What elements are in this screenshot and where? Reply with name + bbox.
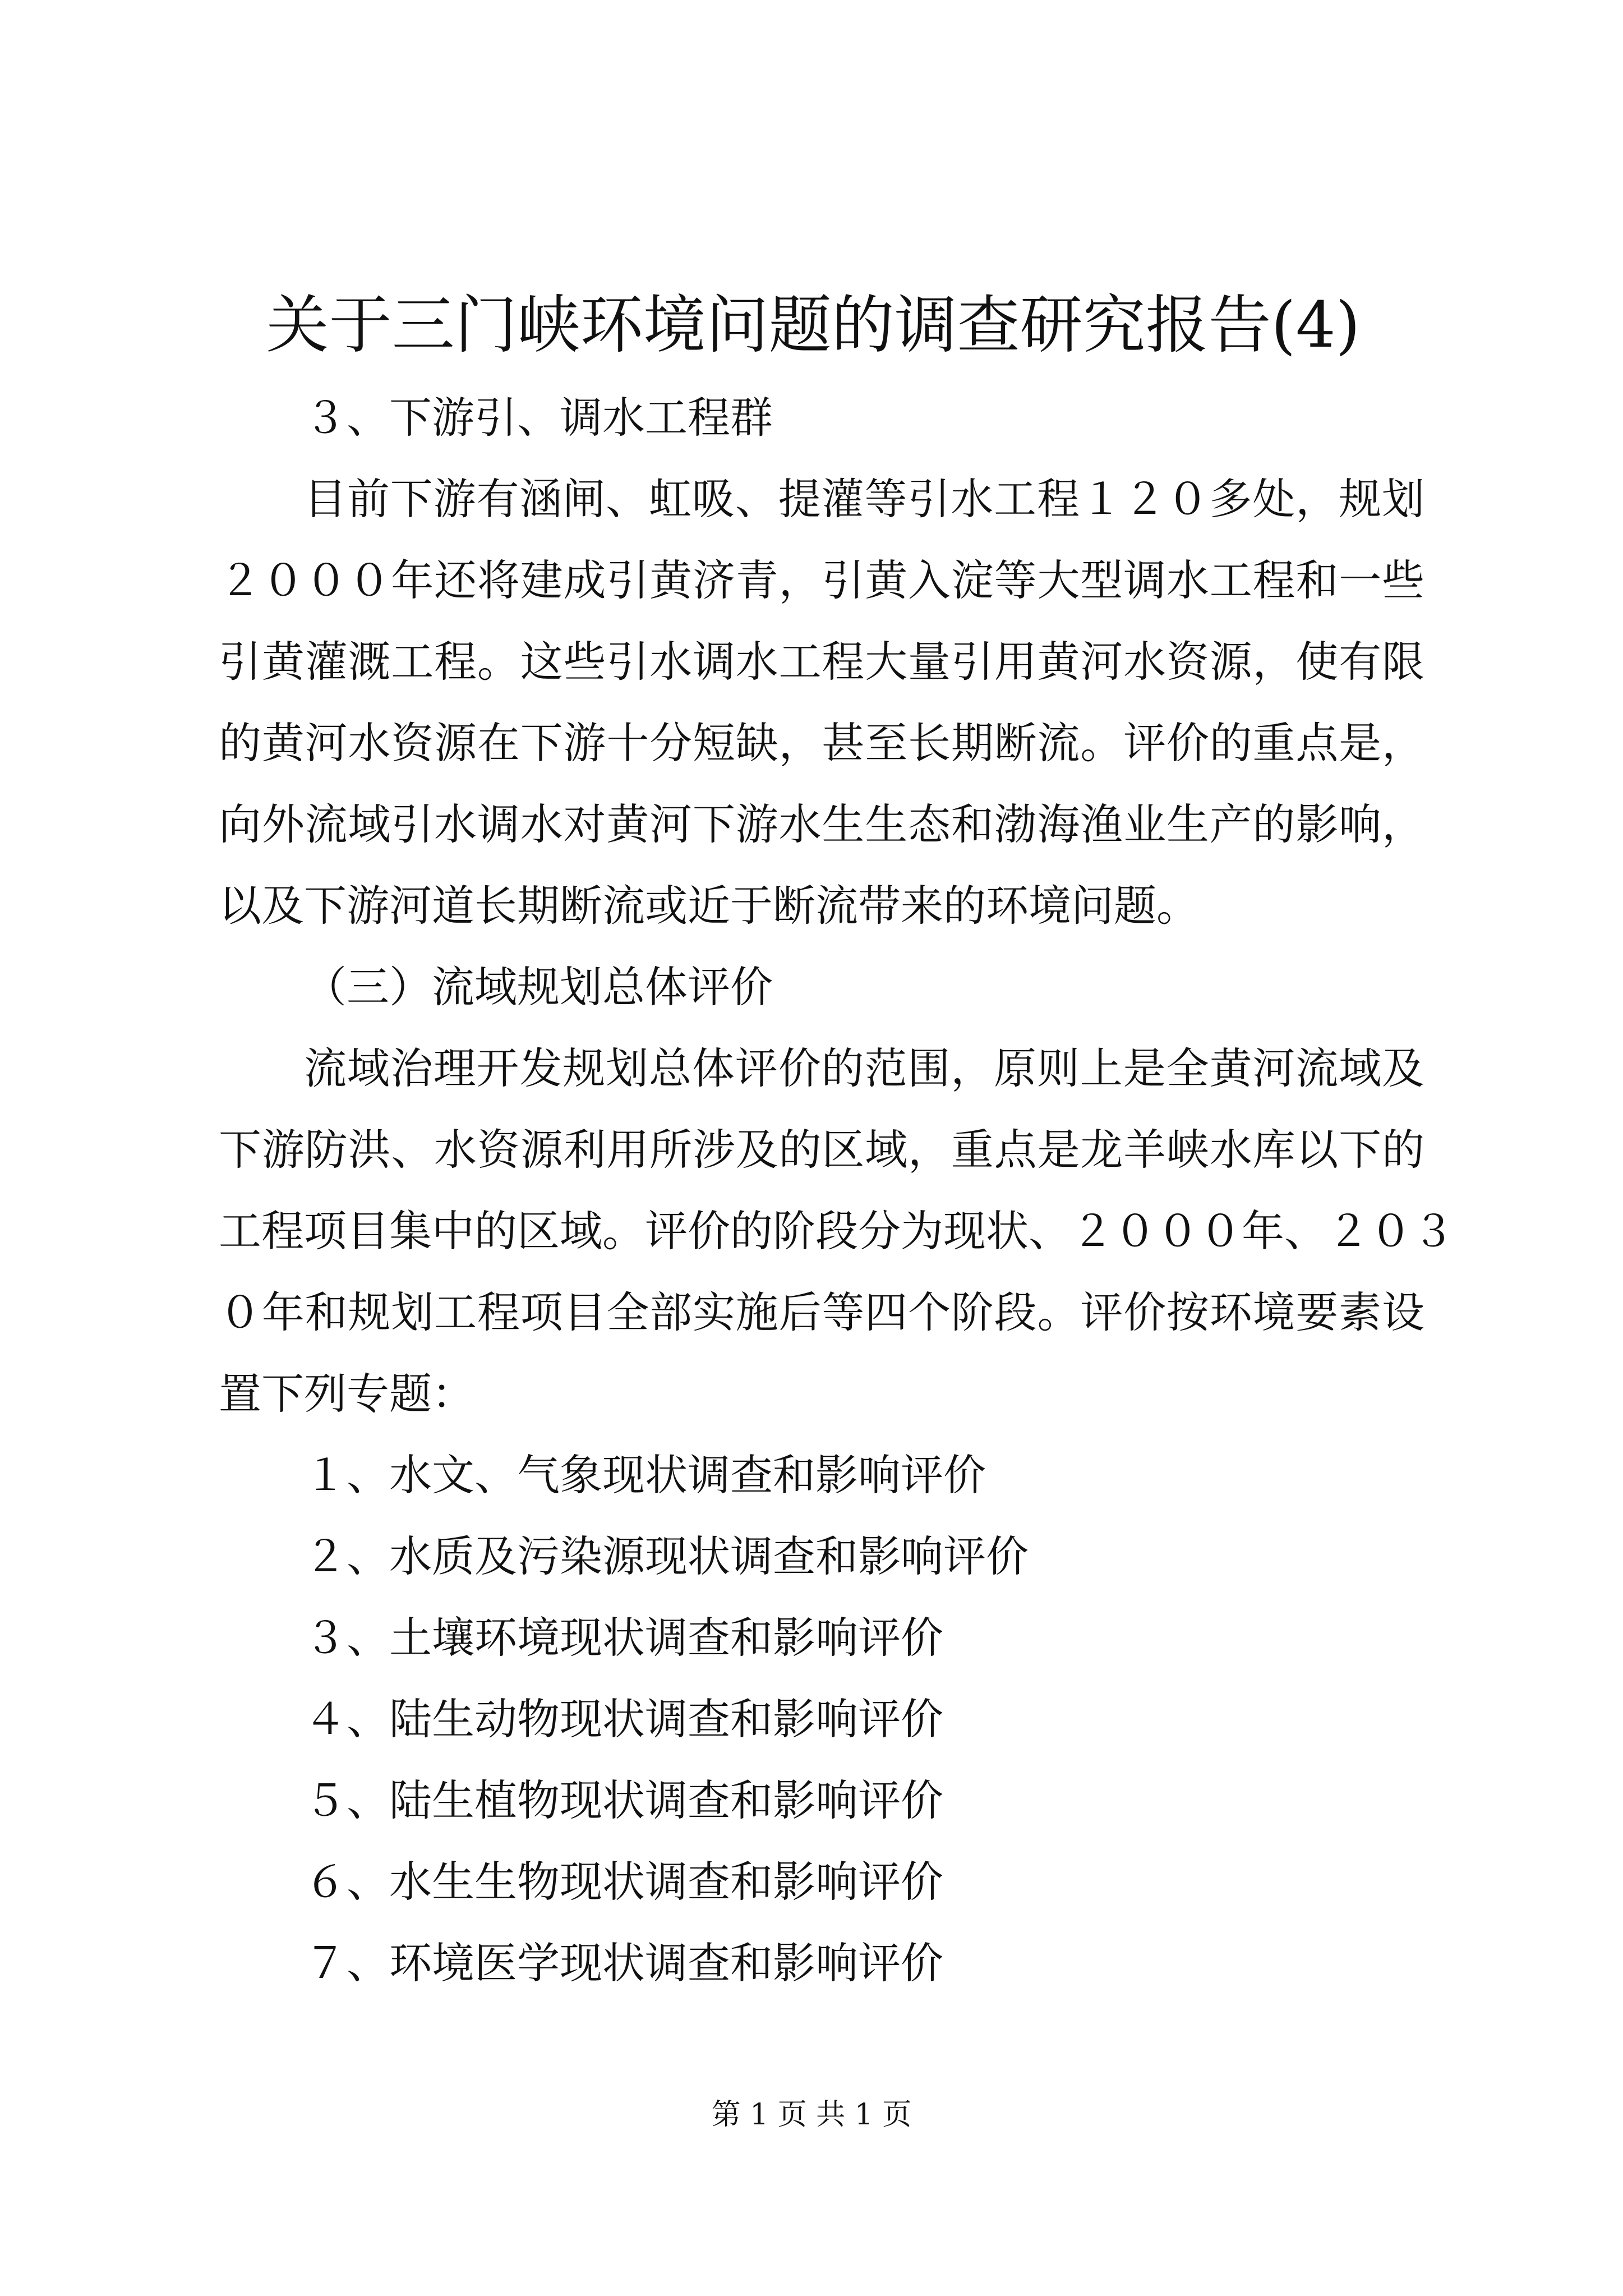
paragraph-line: 目前下游有涵闸、虹吸、提灌等引水工程１２０多处，规划: [304, 474, 1424, 524]
section-heading: （三）流域规划总体评价: [304, 962, 773, 1012]
page-footer: 第 1 页 共 1 页: [711, 2098, 912, 2132]
list-item: ５、陆生植物现状调查和影响评价: [304, 1775, 943, 1825]
paragraph-line: 以及下游河道长期断流或近于断流带来的环境问题。: [219, 881, 1199, 931]
list-item: ７、环境医学现状调查和影响评价: [304, 1938, 943, 1988]
list-item: １、水文、气象现状调查和影响评价: [304, 1450, 986, 1500]
paragraph-line: ０年和规划工程项目全部实施后等四个阶段。评价按环境要素设: [219, 1287, 1424, 1337]
paragraph-line: 工程项目集中的区域。评价的阶段分为现状、２０００年、２０３: [219, 1206, 1455, 1256]
paragraph-line: ２０００年还将建成引黄济青，引黄入淀等大型调水工程和一些: [219, 555, 1424, 605]
list-item: ６、水生生物现状调查和影响评价: [304, 1857, 943, 1907]
paragraph-line: 置下列专题：: [219, 1369, 474, 1419]
list-item: ３、土壤环境现状调查和影响评价: [304, 1613, 943, 1663]
document-title: 关于三门峡环境问题的调查研究报告(4): [266, 289, 1361, 362]
section-heading: ３、下游引、调水工程群: [304, 393, 773, 443]
document-body: [219, 377, 1455, 2004]
paragraph-line: 的黄河水资源在下游十分短缺，甚至长期断流。评价的重点是，: [219, 718, 1424, 768]
list-item: ２、水质及污染源现状调查和影响评价: [304, 1531, 1029, 1581]
paragraph-line: 向外流域引水调水对黄河下游水生生态和渤海渔业生产的影响，: [219, 799, 1424, 849]
list-item: ４、陆生动物现状调查和影响评价: [304, 1694, 943, 1744]
paragraph-line: 引黄灌溉工程。这些引水调水工程大量引用黄河水资源，使有限: [219, 637, 1424, 687]
paragraph-line: 流域治理开发规划总体评价的范围，原则上是全黄河流域及: [304, 1043, 1424, 1093]
paragraph-line: 下游防洪、水资源利用所涉及的区域，重点是龙羊峡水库以下的: [219, 1125, 1424, 1175]
